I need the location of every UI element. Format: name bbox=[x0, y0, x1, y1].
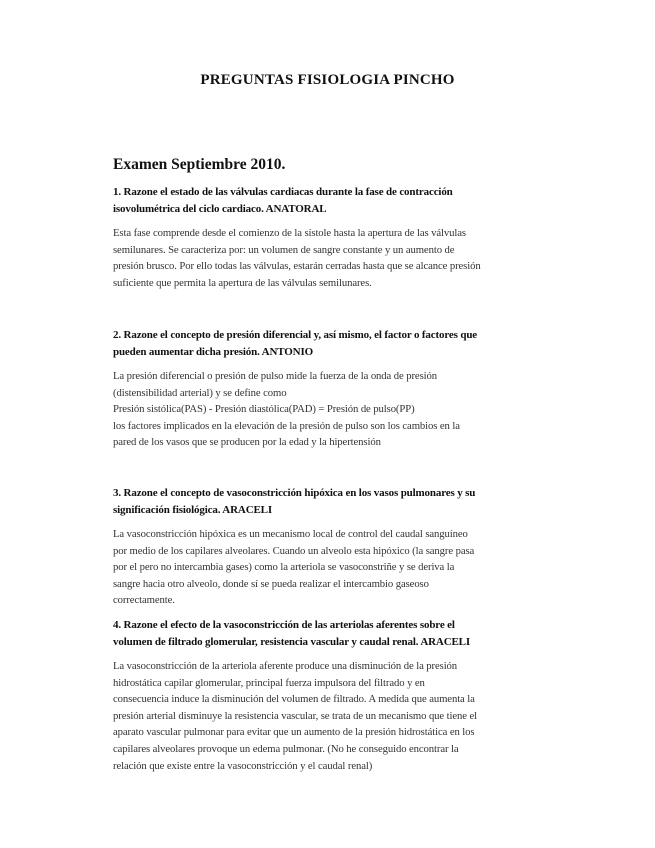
answer-line: Esta fase comprende desde el comienzo de la sístole hasta la apertura de las válvulas bbox=[113, 227, 466, 239]
question-line: significación fisiológica. ARACELI bbox=[113, 503, 272, 516]
question-text bbox=[113, 184, 543, 217]
question-line: pueden aumentar dicha presión. ANTONIO bbox=[113, 345, 313, 358]
answer-line: correctamente. bbox=[113, 594, 175, 607]
question-text bbox=[113, 485, 543, 518]
question-line: 3. Razone el concepto de vasoconstricción hipóxica en los vasos pulmonares y su bbox=[113, 487, 476, 499]
answer-line: semilunares. Se caracteriza por: un volumen de sangre constante y un aumento de bbox=[113, 243, 455, 256]
answer-line: por medio de los capilares alveolares. Cuando un alveolo esta hipóxico (la sangre pasa bbox=[113, 544, 475, 557]
question-block-1 bbox=[113, 184, 543, 291]
answer-text bbox=[113, 526, 543, 609]
answer-line: relación que existe entre la vasoconstricción y el caudal renal) bbox=[113, 759, 373, 772]
answer-line: Presión sistólica(PAS) - Presión diastólica(PAD) = Presión de pulso(PP) bbox=[113, 403, 415, 416]
question-block-2 bbox=[113, 327, 543, 451]
answer-line: presión arterial disminuye la resistencia vascular, se trata de un mecanismo que tiene el bbox=[113, 709, 477, 722]
answer-line: sangre hacia otro alveolo, donde sí se pueda realizar el intercambio gaseoso bbox=[113, 577, 429, 590]
answer-line: consecuencia induce la disminución del volumen de filtrado. A medida que aumenta la bbox=[113, 693, 475, 706]
answer-line: La vasoconstricción de la arteriola aferente produce una disminución de la presión bbox=[113, 660, 458, 672]
answer-line: aparato vascular pulmonar para evitar que un aumento de la presión hidrostática en los bbox=[113, 726, 475, 739]
exam-heading: Examen Septiembre 2010. bbox=[113, 156, 286, 173]
question-text bbox=[113, 617, 543, 650]
answer-line: La vasoconstricción hipóxica es un mecanismo local de control del caudal sanguíneo bbox=[113, 528, 468, 540]
document-title: PREGUNTAS FISIOLOGIA PINCHO bbox=[200, 72, 455, 88]
answer-text bbox=[113, 225, 543, 291]
question-line: 1. Razone el estado de las válvulas cardiacas durante la fase de contracción bbox=[113, 186, 453, 198]
question-line: volumen de filtrado glomerular, resistencia vascular y caudal renal. ARACELI bbox=[113, 635, 470, 648]
answer-line: presión brusco. Por ello todas las válvulas, estarán cerradas hasta que se alcance presión bbox=[113, 260, 481, 273]
answer-text bbox=[113, 368, 543, 451]
answer-line: suficiente que permita la apertura de las válvulas semilunares. bbox=[113, 276, 372, 289]
question-line: 2. Razone el concepto de presión diferencial y, así mismo, el factor o factores que bbox=[113, 329, 478, 341]
answer-line: hidrostática capilar glomerular, principal fuerza impulsora del filtrado y en bbox=[113, 676, 425, 689]
question-text bbox=[113, 327, 543, 360]
answer-text bbox=[113, 658, 543, 774]
answer-line: pared de los vasos que se producen por la edad y la hipertensión bbox=[113, 436, 381, 449]
answer-line: por el pero no intercambia gases) como la arteriola se vasoconstriñe y se deriva la bbox=[113, 561, 455, 574]
question-line: isovolumétrica del ciclo cardiaco. ANATORAL bbox=[113, 202, 327, 215]
question-block-3 bbox=[113, 485, 543, 609]
answer-line: capilares alveolares provoque un edema pulmonar. (No he conseguido encontrar la bbox=[113, 742, 459, 755]
answer-line: los factores implicados en la elevación de la presión de pulso son los cambios en la bbox=[113, 419, 460, 432]
answer-line: La presión diferencial o presión de pulso mide la fuerza de la onda de presión bbox=[113, 370, 437, 382]
question-line: 4. Razone el efecto de la vasoconstricción de las arteriolas aferentes sobre el bbox=[113, 619, 455, 631]
question-block-4 bbox=[113, 617, 543, 774]
answer-line: (distensibilidad arterial) y se define como bbox=[113, 386, 287, 399]
